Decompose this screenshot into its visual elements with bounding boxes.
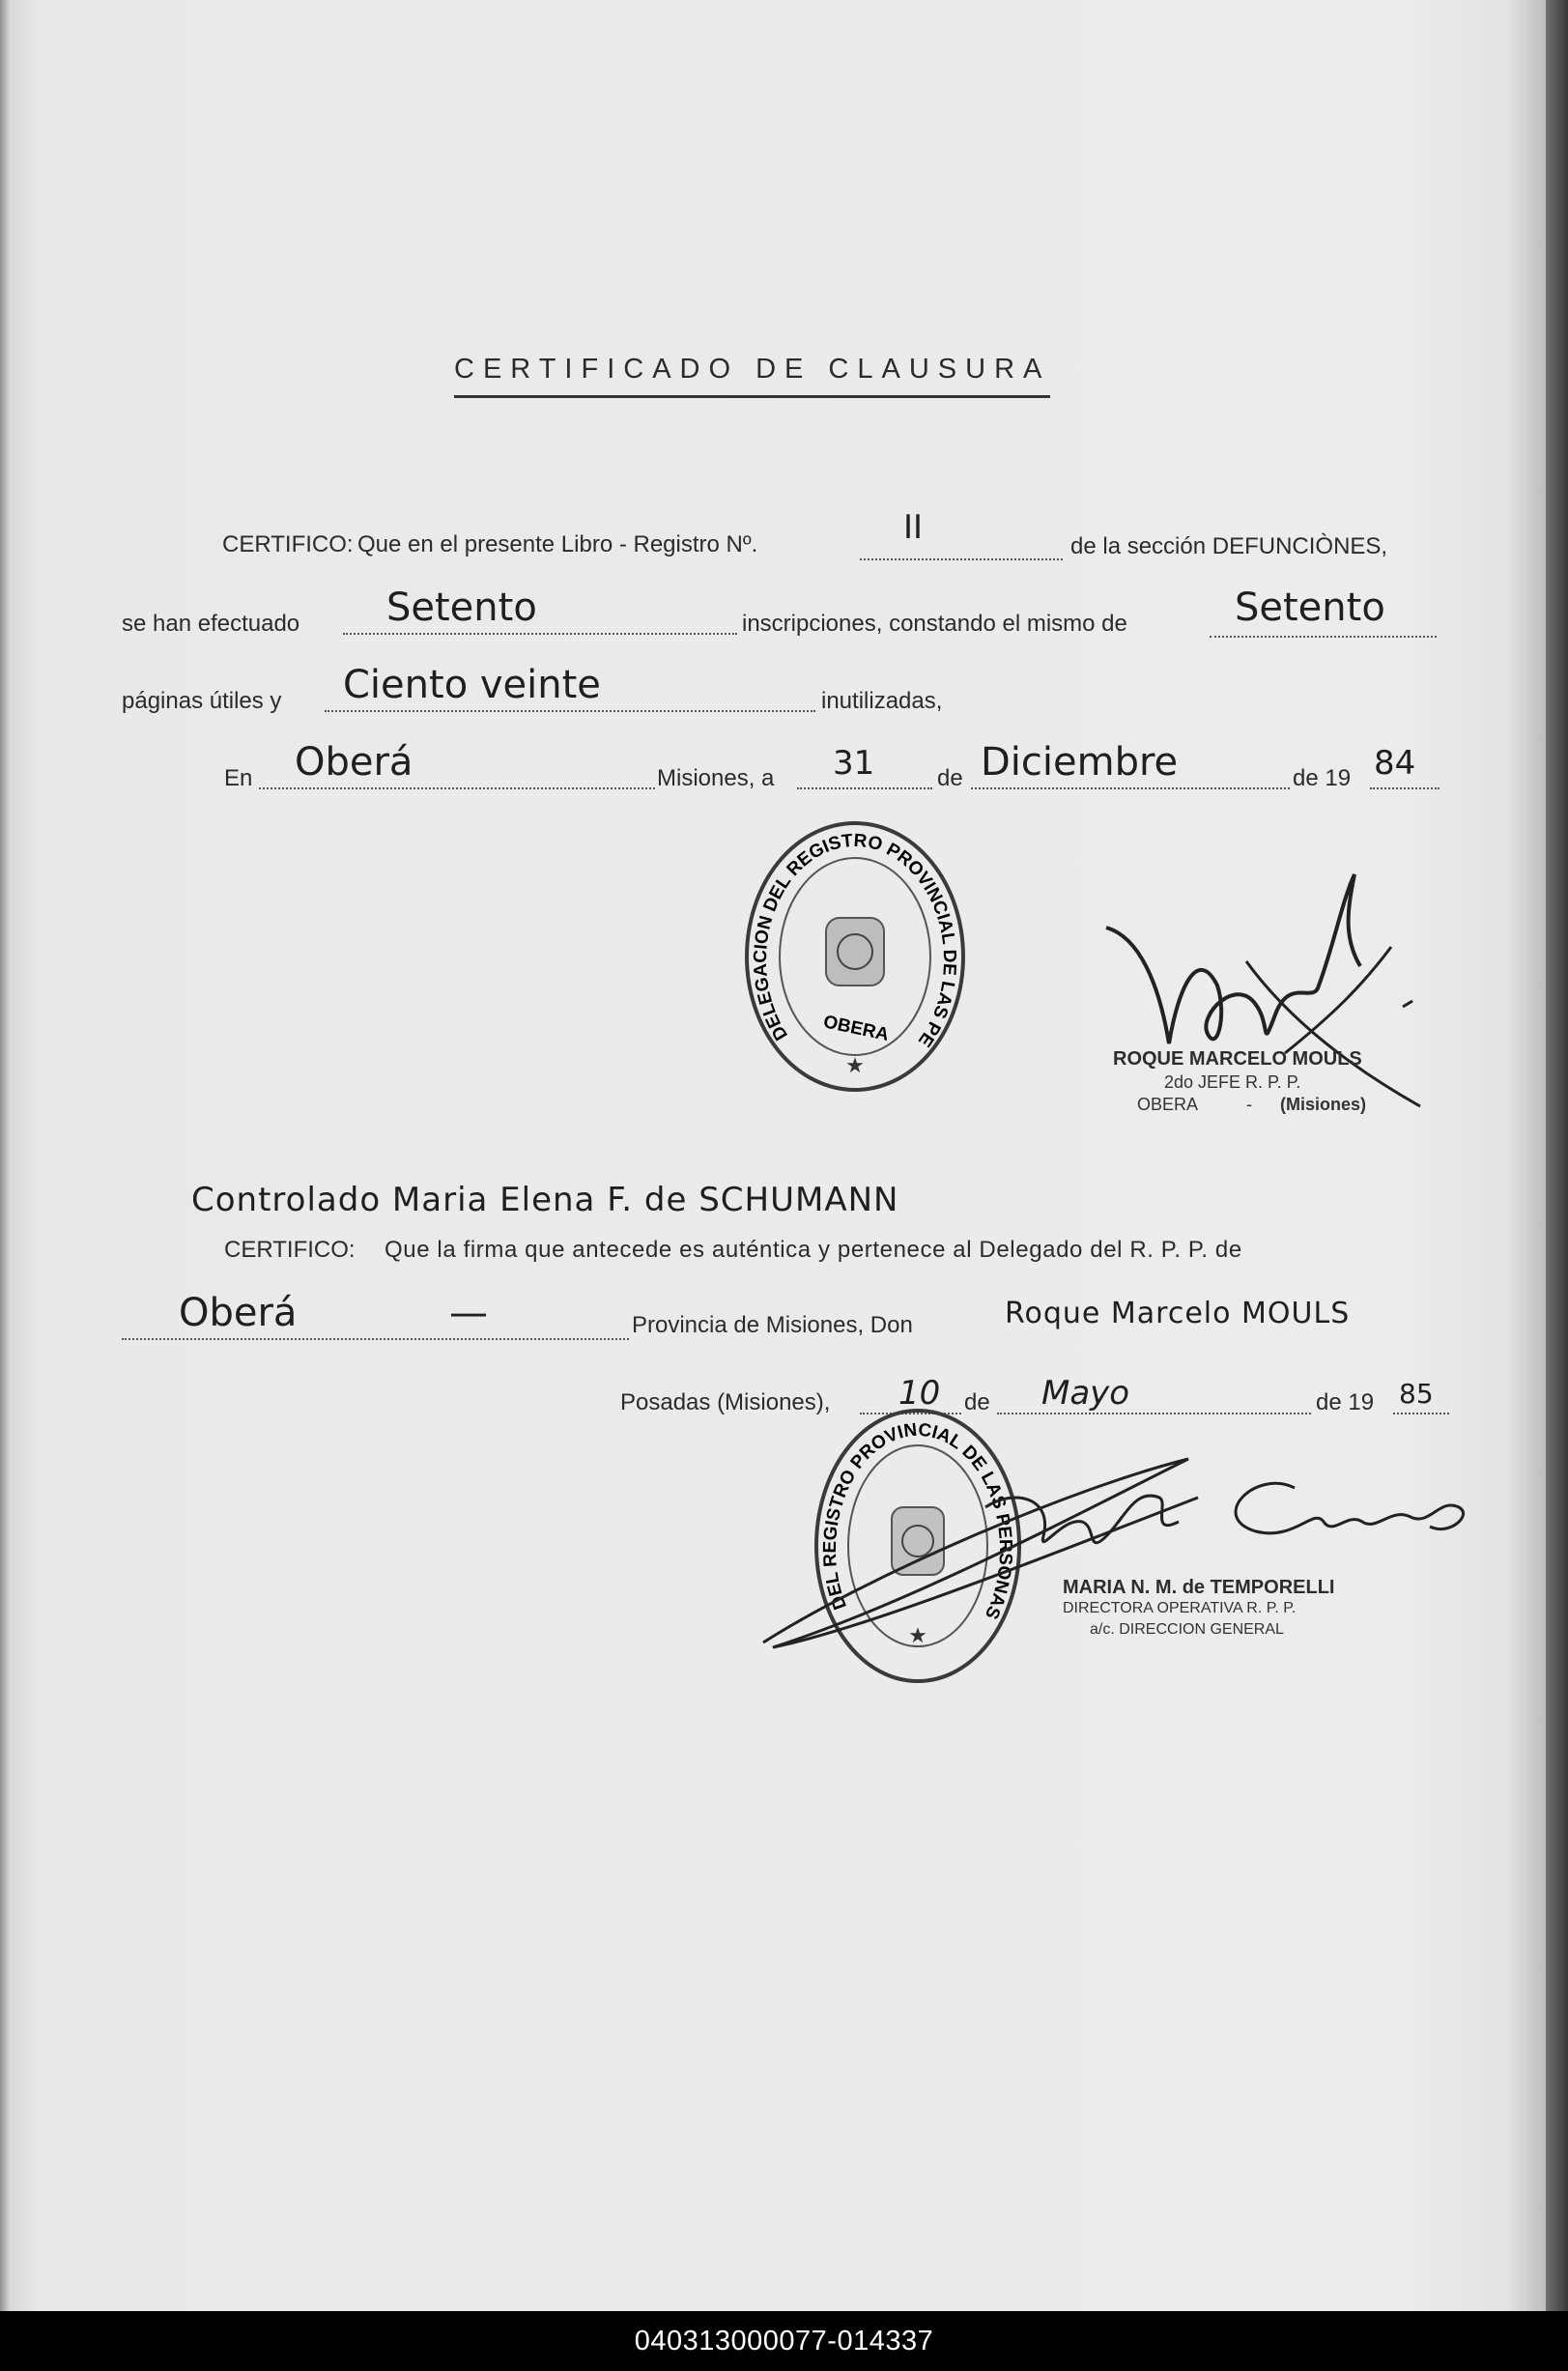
signature2-office: a/c. DIRECCION GENERAL: [1090, 1621, 1284, 1638]
place2-line: [122, 1338, 629, 1340]
unused-line: [325, 710, 815, 712]
signature1-dash: -: [1246, 1095, 1252, 1114]
delegate-name: Roque Marcelo MOULS: [1005, 1297, 1351, 1330]
certifico2-label: CERTIFICO:: [224, 1237, 356, 1263]
certifico2-line1: Que la firma que antecede es auténtica y pertenece al Delegado del R. P. P. de: [385, 1237, 1242, 1263]
signature1-name: ROQUE MARCELO MOULS: [1113, 1048, 1362, 1070]
binding-edge: [1546, 0, 1568, 2311]
signature1-role: 2do JEFE R. P. P.: [1164, 1072, 1301, 1092]
signature2-name: MARIA N. M. de TEMPORELLI: [1063, 1577, 1335, 1598]
line4-misiones: Misiones, a: [657, 765, 775, 791]
inscriptions-count: Setento: [386, 586, 537, 630]
certificate2-year-prefix: de 19: [1316, 1389, 1375, 1415]
seal1-arc-text: DELEGACION DEL REGISTRO PROVINCIAL DE LAS PERSONAS: [727, 796, 960, 1051]
seal2-arc-text: DEL REGISTRO PROVINCIAL DE LAS PERSONAS: [819, 1419, 1016, 1622]
place: Oberá: [295, 740, 413, 785]
line1-text: Que en el presente Libro - Registro Nº.: [357, 531, 758, 557]
book-number-line: [860, 558, 1063, 560]
year2-line: [1393, 1413, 1449, 1414]
year-line: [1370, 787, 1440, 789]
inscriptions-line: [343, 633, 737, 635]
file-code-bar: [0, 2311, 1568, 2371]
line3-start: páginas útiles y: [122, 688, 282, 714]
day-line: [797, 787, 932, 789]
year-suffix: 84: [1374, 744, 1416, 783]
line4-de: de: [937, 765, 963, 791]
month2-line: [997, 1413, 1311, 1414]
file-code: 040313000077-014337: [634, 2325, 934, 2357]
month2: Mayo: [1041, 1374, 1130, 1413]
year2-suffix: 85: [1399, 1378, 1434, 1410]
seal1-star-icon: ★: [845, 1053, 865, 1077]
signature1-location: OBERA: [1137, 1095, 1199, 1114]
day: 31: [833, 744, 875, 783]
document-title: CERTIFICADO DE CLAUSURA: [454, 354, 1050, 398]
signature1-province: (Misiones): [1280, 1095, 1367, 1114]
day2: 10: [898, 1374, 941, 1413]
place2-dash: —: [449, 1291, 488, 1335]
place2: Oberá: [179, 1291, 298, 1335]
book-number: II: [903, 508, 924, 547]
unused-count: Ciento veinte: [343, 663, 601, 707]
line4-en: En: [224, 765, 253, 791]
signature2-role: DIRECTORA OPERATIVA R. P. P.: [1063, 1600, 1297, 1616]
certificate2-line3-de: de: [964, 1389, 990, 1415]
certificate2-line3-start: Posadas (Misiones),: [620, 1389, 831, 1415]
certifico-label: CERTIFICO:: [222, 531, 354, 557]
seal2-star-icon: ★: [908, 1623, 927, 1647]
line2-start: se han efectuado: [122, 611, 300, 637]
seal1-city: OBERA: [821, 1012, 891, 1046]
pages-count: Setento: [1235, 586, 1385, 630]
month-line: [971, 787, 1290, 789]
line4-year-prefix: de 19: [1293, 765, 1352, 791]
line3-end: inutilizadas,: [821, 688, 943, 714]
seal-stamp-1: [727, 796, 976, 1101]
controlled-note: Controlado Maria Elena F. de SCHUMANN: [191, 1181, 899, 1219]
place-line: [259, 787, 655, 789]
month: Diciembre: [981, 740, 1179, 785]
line2-mid: inscripciones, constando el mismo de: [742, 611, 1127, 637]
certificate2-line2-mid: Provincia de Misiones, Don: [632, 1312, 913, 1338]
pages-line: [1210, 636, 1437, 638]
line1-end: de la sección DEFUNCIÒNES,: [1070, 533, 1388, 559]
